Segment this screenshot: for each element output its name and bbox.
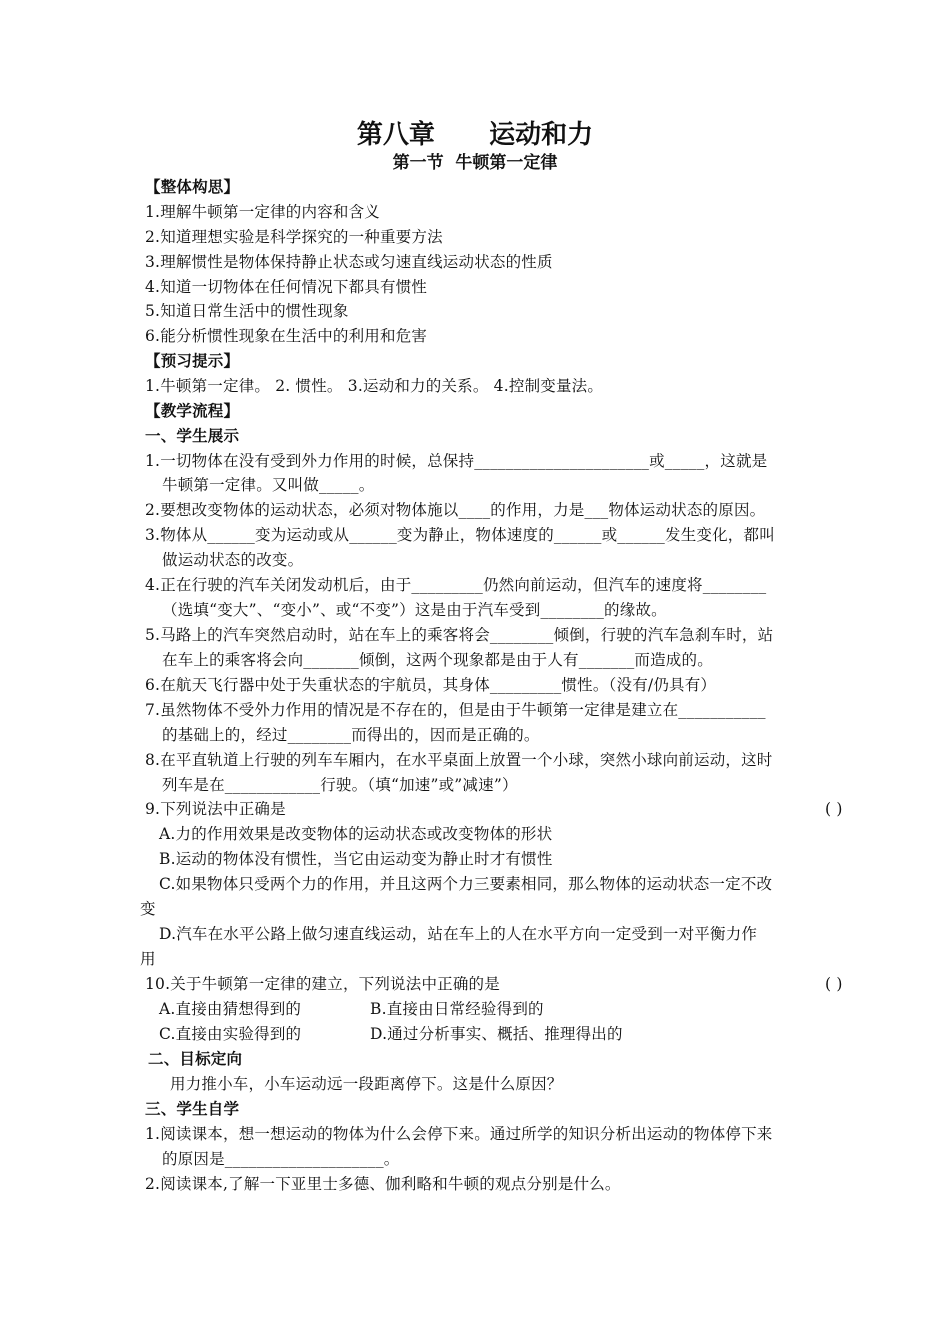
question-8-line1: 8.在平直轨道上行驶的列车车厢内，在水平桌面上放置一个小球，突然小球向前运动，这时 [145, 751, 773, 769]
objective-item: 5.知道日常生活中的惯性现象 [145, 302, 349, 320]
question-1-line2: 牛顿第一定律。又叫做_____。 [162, 476, 375, 494]
objective-item: 4.知道一切物体在任何情况下都具有惯性 [145, 278, 428, 296]
part2-text: 用力推小车，小车运动远一段距离停下。这是什么原因？ [170, 1075, 563, 1093]
preview-heading: 【预习提示】 [145, 352, 240, 370]
option-a: A.力的作用效果是改变物体的运动状态或改变物体的形状 [159, 825, 553, 843]
objective-item: 2.知道理想实验是科学探究的一种重要方法 [145, 228, 443, 246]
chapter-title: 第八章 运动和力 [356, 120, 594, 150]
question-7-line1: 7.虽然物体不受外力作用的情况是不存在的，但是由于牛顿第一定律是建立在___________ [145, 701, 766, 719]
option-b: B.运动的物体没有惯性，当它由运动变为静止时才有惯性 [159, 850, 553, 868]
answer-blank: ( ) [825, 800, 843, 818]
question-9-stem: 9.下列说法中正确是 [145, 800, 286, 818]
option-c-line1: C.如果物体只受两个力的作用，并且这两个力三要素相同，那么物体的运动状态一定不改 [159, 875, 773, 893]
question-4-line2: （选填“变大”、“变小”、或“不变”）这是由于汽车受到________的缘故。 [162, 601, 667, 619]
question-1-line1: 1.一切物体在没有受到外力作用的时候，总保持______________________或_____，这就是 [145, 452, 768, 470]
self-study-1-line1: 1.阅读课本，想一想运动的物体为什么会停下来。通过所学的知识分析出运动的物体停下来 [145, 1125, 773, 1143]
q10-options-row1 [159, 998, 829, 1020]
section-title: 第一节 牛顿第一定律 [392, 153, 558, 173]
answer-blank: ( ) [825, 975, 843, 993]
question-8-line2: 列车是在____________行驶。（填“加速”或”减速”） [162, 776, 518, 794]
question-7-line2: 的基础上的，经过________而得出的，因而是正确的。 [162, 726, 540, 744]
option-a: A.直接由猜想得到的 [159, 1000, 302, 1018]
option-d-line2: 用 [140, 950, 156, 968]
part3-heading: 三、学生自学 [145, 1100, 240, 1118]
objective-item: 3.理解惯性是物体保持静止状态或匀速直线运动状态的性质 [145, 253, 553, 271]
question-2: 2.要想改变物体的运动状态，必须对物体施以____的作用，力是___物体运动状态的原因。 [145, 501, 766, 519]
question-10-stem: 10.关于牛顿第一定律的建立，下列说法中正确的是 [145, 975, 500, 993]
objective-item: 1.理解牛顿第一定律的内容和含义 [145, 203, 380, 221]
flow-heading: 【教学流程】 [145, 402, 240, 420]
question-5-line1: 5.马路上的汽车突然启动时，站在车上的乘客将会________倾倒，行驶的汽车急刹车时，站 [145, 626, 774, 644]
part1-heading: 一、学生展示 [145, 427, 240, 445]
option-c: C.直接由实验得到的 [159, 1025, 302, 1043]
question-9 [145, 798, 843, 820]
option-d: D.通过分析事实、概括、推理得出的 [370, 1025, 623, 1043]
preview-text: 1.牛顿第一定律。 2. 惯性。 3.运动和力的关系。 4.控制变量法。 [145, 377, 604, 395]
overall-heading: 【整体构思】 [145, 178, 240, 196]
question-10 [145, 973, 843, 995]
option-b: B.直接由日常经验得到的 [370, 1000, 544, 1018]
option-d-line1: D.汽车在水平公路上做匀速直线运动，站在车上的人在水平方向一定受到一对平衡力作 [159, 925, 758, 943]
objective-item: 6.能分析惯性现象在生活中的利用和危害 [145, 327, 428, 345]
q10-options-row2 [159, 1023, 829, 1045]
part2-heading: 二、目标定向 [148, 1050, 243, 1068]
option-c-line2: 变 [140, 900, 156, 918]
self-study-2: 2.阅读课本,了解一下亚里士多德、伽利略和牛顿的观点分别是什么。 [145, 1175, 621, 1193]
question-6: 6.在航天飞行器中处于失重状态的宇航员，其身体_________惯性。（没有/仍具有） [145, 676, 717, 694]
question-3-line2: 做运动状态的改变。 [162, 551, 304, 569]
self-study-1-line2: 的原因是____________________。 [162, 1150, 400, 1168]
question-3-line1: 3.物体从______变为运动或从______变为静止，物体速度的______或______发生变化，都叫 [145, 526, 775, 544]
question-4-line1: 4.正在行驶的汽车关闭发动机后，由于_________仍然向前运动，但汽车的速度将________ [145, 576, 767, 594]
question-5-line2: 在车上的乘客将会向_______倾倒，这两个现象都是由于人有_______而造成的。 [162, 651, 713, 669]
